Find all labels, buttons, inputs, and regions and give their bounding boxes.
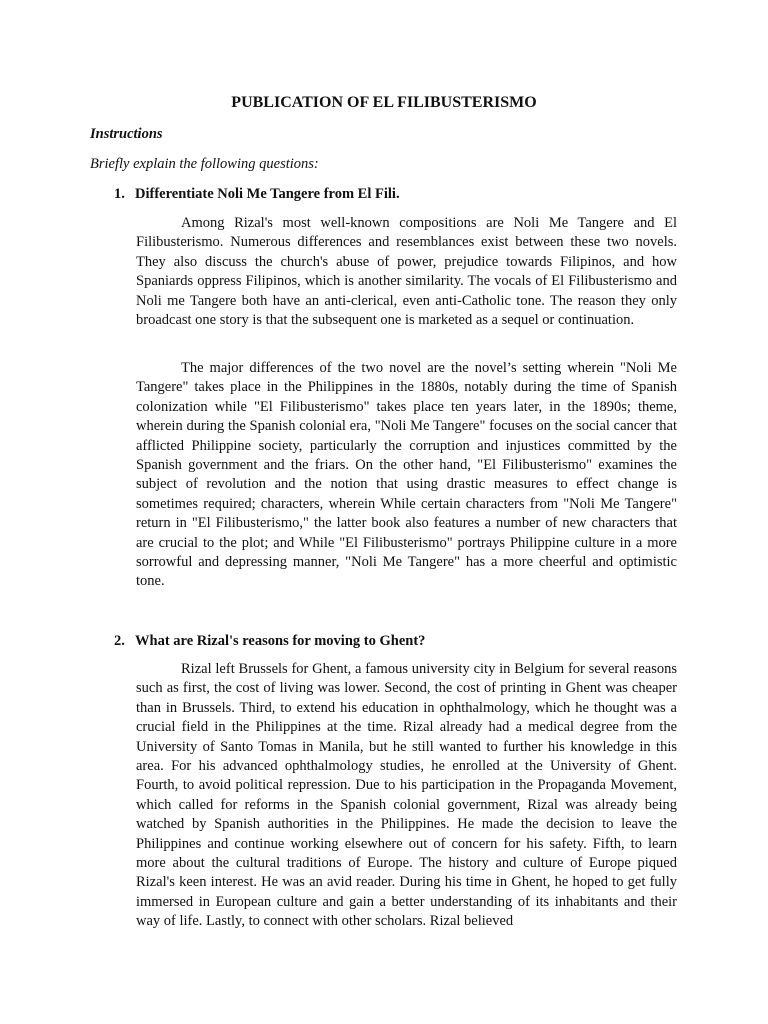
question-number: 1.	[114, 186, 125, 202]
instructions-heading: Instructions	[90, 126, 163, 142]
instructions-text: Briefly explain the following questions:	[90, 156, 319, 172]
question-number: 2.	[114, 633, 125, 649]
answer-paragraph: Rizal left Brussels for Ghent, a famous university city in Belgium for several reasons such as first, the cost of living was lower. Second, the cost of printing in Ghent was cheaper than in Brussels. Third, to extend his education in ophthalmology, which he thought was a crucial field in the Philippines at the time. Rizal already had a medical degree from the University of Santo Tomas in Manila, but he still wanted to further his knowledge in this area. For his advanced ophthalmology studies, he enrolled at the University of Ghent. Fourth, to avoid political repression. Due to his participation in the Propaganda Movement, which called for reforms in the Spanish colonial government, Rizal was already being watched by Spanish authorities in the Philippines. He made the decision to leave the Philippines and continue working elsewhere out of concern for his safety. Fifth, to learn more about the cultural traditions of Europe. The history and culture of Europe piqued Rizal's keen interest. He was an avid reader. During his time in Ghent, he hoped to get fully immersed in European culture and gain a better understanding of its inhabitants and their way of life. Lastly, to connect with other scholars. Rizal believed	[136, 661, 677, 930]
question-text: What are Rizal's reasons for moving to Ghent?	[135, 633, 426, 649]
question-2	[114, 632, 425, 651]
document-title: PUBLICATION OF EL FILIBUSTERISMO	[231, 94, 537, 111]
answer-paragraph: The major differences of the two novel are the novel’s setting wherein "Noli Me Tangere" takes place in the Philippines in the 1880s, notably during the time of Spanish colonization while "El Filibusterismo" takes place ten years later, in the 1890s; theme, wherein during the Spanish colonial era, "Noli Me Tangere" focuses on the social cancer that afflicted Philippine society, particularly the corruption and injustices committed by the Spanish government and the friars. On the other hand, "El Filibusterismo" examines the subject of revolution and the notion that using drastic measures to effect change is sometimes required; characters, wherein While certain characters from "Noli Me Tangere" return in "El Filibusterismo," the latter book also features a number of new characters that are crucial to the plot; and While "El Filibusterismo" portrays Philippine culture in a more sorrowful and depressing manner, "Noli Me Tangere" has a more cheerful and optimistic tone.	[136, 360, 677, 590]
question-1	[114, 185, 400, 204]
question-text: Differentiate Noli Me Tangere from El Fili.	[135, 186, 400, 202]
answer-paragraph: Among Rizal's most well-known compositions are Noli Me Tangere and El Filibusterismo. Numerous differences and resemblances exist between these two novels. They also discuss the church's abuse of power, prejudice towards Filipinos, and how Spaniards oppress Filipinos, which is another similarity. The vocals of El Filibusterismo and Noli me Tangere both have an anti-clerical, even anti-Catholic tone. The reason they only broadcast one story is that the subsequent one is marketed as a sequel or continuation.	[136, 215, 677, 329]
